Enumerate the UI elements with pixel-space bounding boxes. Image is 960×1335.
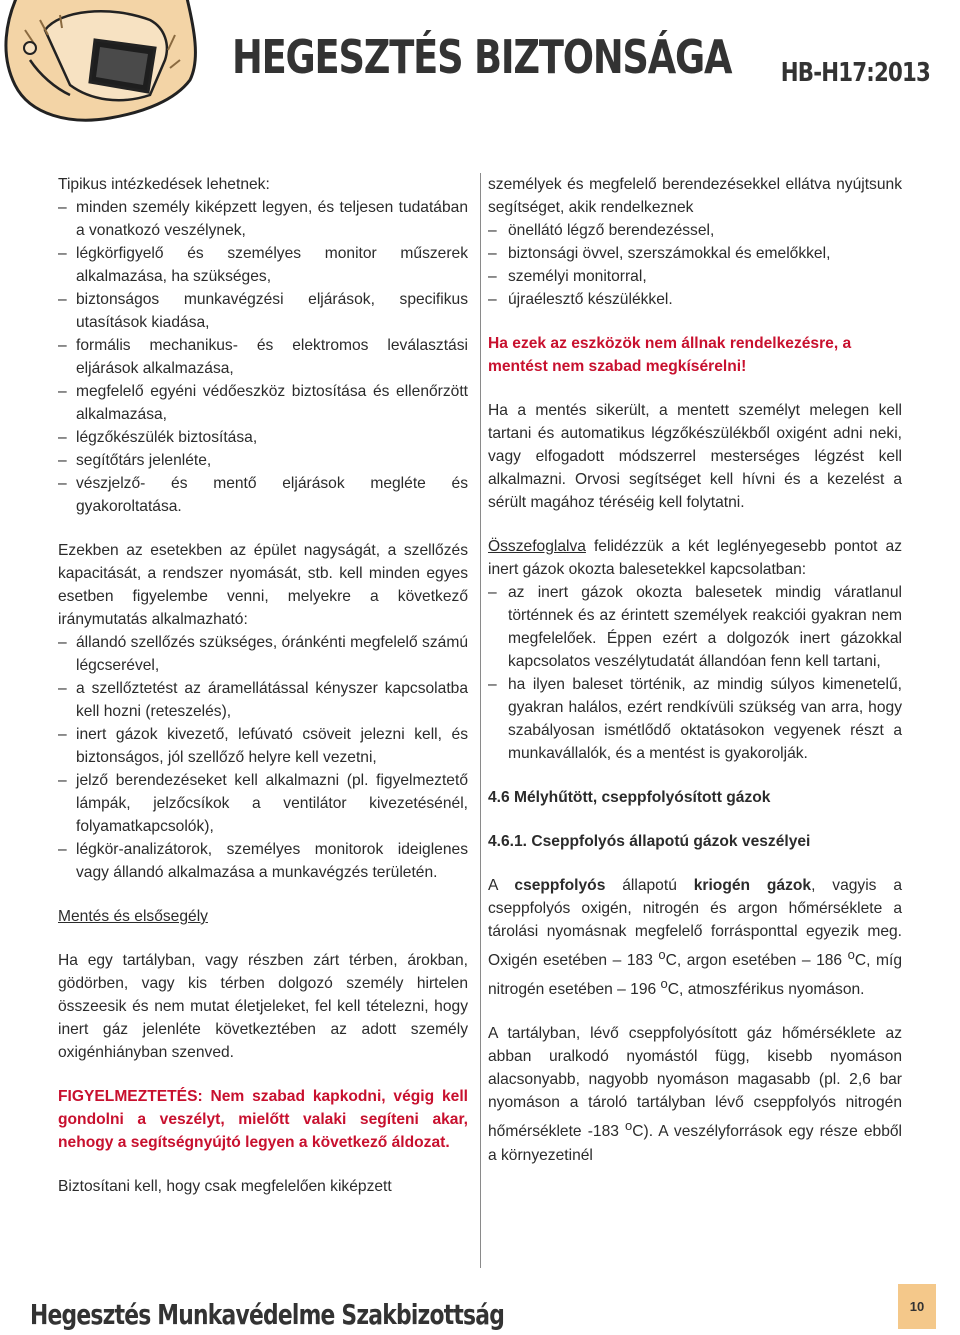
list-item: – biztonságos munkavégzési eljárások, specifikus utasítások kiadása, (58, 288, 468, 334)
measures-intro: Tipikus intézkedések lehetnek: (58, 176, 270, 193)
degree-sup: o (658, 947, 666, 962)
list-item: – biztonsági övvel, szerszámokkal és emelőkkel, (488, 242, 902, 265)
text-run: C). A veszélyforrások egy része ebből a környezetinél (488, 1123, 902, 1164)
text-run: A (488, 877, 515, 894)
cryogenic-paragraph (488, 874, 902, 1001)
list-item: – légkörfigyelő és személyes monitor műszerek alkalmazása, ha szükséges, (58, 242, 468, 288)
summary-list (488, 581, 902, 765)
text-run: C, argon esetében – 186 (665, 952, 848, 970)
summary-text: felidézzük a két leglényegesebb pontot az inert gázok okozta balesetekkel kapcsolatban: (488, 538, 902, 578)
list-item: – légzőkészülék biztosítása, (58, 426, 468, 449)
alert-text: Ha ezek az eszközök nem állnak rendelkezésre, a mentést nem szabad megkísérelni! (488, 335, 852, 375)
left-column (58, 173, 468, 1198)
document-code: HB-H17:2013 (780, 58, 930, 88)
summary-label: Összefoglalva (488, 538, 586, 555)
page-title: HEGESZTÉS BIZTONSÁGA (232, 30, 732, 84)
guidance-list (58, 631, 468, 884)
tank-temperature-paragraph (488, 1022, 902, 1166)
list-item: – segítőtárs jelenléte, (58, 449, 468, 472)
equipment-list (488, 219, 902, 311)
list-item: – ha ilyen baleset történik, az mindig súlyos kimenetelű, gyakran halálos, ezért rendkívüli szükség van arra, hogy szabályosan ismétlődő oktatásokon vegyenek részt a munkavállalók, és a mentést is gyakorolják. (488, 673, 902, 765)
list-item: – újraélesztő készülékkel. (488, 288, 902, 311)
list-item: – személyi monitorral, (488, 265, 902, 288)
measures-list (58, 196, 468, 518)
list-item: – megfelelő egyéni védőeszköz biztosítása és ellenőrzött alkalmazása, (58, 380, 468, 426)
rescuers-intro: személyek és megfelelő berendezésekkel ellátva nyújtsunk segítséget, akik rendelkeznek (488, 176, 902, 216)
degree-sup: o (625, 1118, 633, 1134)
column-divider (480, 173, 481, 1268)
left-last-line: Biztosítani kell, hogy csak megfelelően kiképzett (58, 1178, 392, 1195)
section-heading: 4.6 Mélyhűtött, cseppfolyósított gázok (488, 789, 771, 806)
list-item: – állandó szellőzés szükséges, óránkénti megfelelő számú légcserével, (58, 631, 468, 677)
subsection-heading: 4.6.1. Cseppfolyós állapotú gázok veszélyei (488, 833, 811, 850)
text-run: A tartályban, lévő cseppfolyósított gáz hőmérséklete az abban uralkodó nyomástól függ, kisebb nyomáson alacsonyabb, nagyobb nyomáson magasabb (pl. 2,6 bar nyomáson a tároló tartályban lévő cseppfolyós nitrogén hőmérséklete -183 (488, 1025, 902, 1141)
footer-organization: Hegesztés Munkavédelme Szakbizottság (30, 1298, 505, 1331)
welding-helmet-logo (0, 0, 215, 130)
rescue-heading (58, 905, 468, 928)
rescue-success-paragraph: Ha a mentés sikerült, a mentett személyt melegen kell tartani és automatikus légzőkészülékből oxigént adni neki, vagy elfogadott módszerrel mesterséges légzést kell alkalmazni. Orvosi segítséget kell hívni és a kezelést a sérült magához téréséig kell folytatni. (488, 402, 902, 511)
list-item: – formális mechanikus- és elektromos leválasztási eljárások alkalmazása, (58, 334, 468, 380)
right-column (488, 173, 902, 1167)
guidance-intro: Ezekben az esetekben az épület nagyságát, a szellőzés kapacitását, a rendszer nyomását, stb. kell minden egyes esetben figyelembe venni, melyekre a következő iránymutatás alkalmazható: (58, 542, 468, 628)
degree-sup: o (660, 976, 668, 992)
text-run: , vagyis a cseppfolyós oxigén, nitrogén és argon hőmérséklete a tárolási nyomásnak megfelelő forrásponttal egyezik meg. Oxigén esetében – 183 (488, 877, 902, 970)
rescue-paragraph: Ha egy tartályban, vagy részben zárt térben, árokban, gödörben, vagy kis térben dolgozó személy hirtelen összeesik és nem mutat életjeleket, fel kell tételezni, hogy inert gáz jelenléte következtében az adott személy oxigénhiányban szenved. (58, 952, 468, 1061)
summary-paragraph (488, 535, 902, 581)
bold-term: kriogén gázok (693, 877, 812, 894)
list-item: – önellátó légző berendezéssel, (488, 219, 902, 242)
list-item: – jelző berendezéseket kell alkalmazni (pl. figyelmeztető lámpák, jelzőcsíkok a ventilátor kivezetésénél, folyamatkapcsolók), (58, 769, 468, 838)
list-item: – minden személy kiképzett legyen, és teljesen tudatában a vonatkozó veszélynek, (58, 196, 468, 242)
list-item: – az inert gázok okozta balesetek mindig váratlanul történnek és az érintett személyek reakciói gyakran nem megfelelőek. Éppen ezért a dolgozók inert gázokkal kapcsolatos veszélytudatát állandóan fenn kell tartani, (488, 581, 902, 673)
page-number: 10 (898, 1284, 936, 1329)
text-run: C, atmoszférikus nyomáson. (667, 981, 865, 999)
degree-sup: o (847, 947, 855, 962)
bold-term: cseppfolyós (514, 877, 606, 894)
text-run: C, míg nitrogén esetében – 196 (488, 952, 903, 999)
warning-text: FIGYELMEZTETÉS: Nem szabad kapkodni, végig kell gondolni a veszélyt, mielőtt valaki segíteni akar, nehogy a segítségnyújtó legyen a következő áldozat. (58, 1088, 468, 1151)
text-run: állapotú (605, 877, 694, 894)
list-item: – légkör-analizátorok, személyes monitorok ideiglenes vagy állandó alkalmazása a munkavégzés területén. (58, 838, 468, 884)
list-item: – a szellőztetést az áramellátással kényszer kapcsolatba kell hozni (reteszelés), (58, 677, 468, 723)
list-item: – vészjelző- és mentő eljárások megléte és gyakoroltatása. (58, 472, 468, 518)
rescue-heading-text: Mentés és elsősegély (58, 908, 208, 925)
list-item: – inert gázok kivezető, lefúvató csöveit jelezni kell, és biztonságos, jól szellőző helyre kell vezetni, (58, 723, 468, 769)
